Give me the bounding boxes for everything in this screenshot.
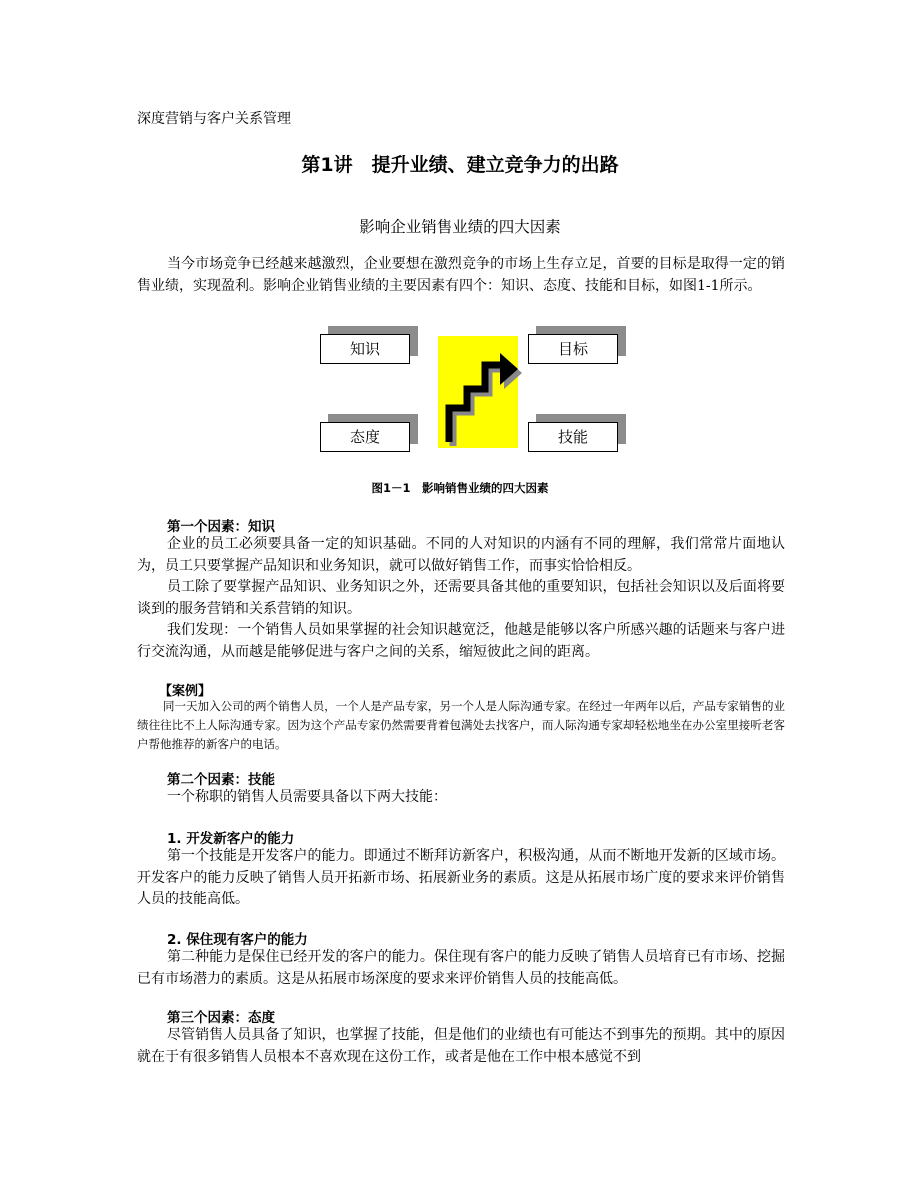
factor3-heading: 第三个因素：态度 — [167, 1010, 275, 1026]
figure-box-knowledge-label: 知识 — [320, 334, 410, 364]
factor1-heading: 第一个因素：知识 — [167, 519, 275, 535]
figure-box-skill-label: 技能 — [528, 422, 618, 452]
case-text: 同一天加入公司的两个销售人员，一个人是产品专家，另一个人是人际沟通专家。在经过一年两年以后，产品专家销售的业绩往往比不上人际沟通专家。因为这个产品专家仍然需要背着包满处去找客户，而人际沟通专家却轻松地坐在办公室里接听老客户帮他推荐的新客户的电话。 — [137, 699, 785, 751]
figure-box-skill — [528, 422, 618, 452]
factor2-heading: 第二个因素：技能 — [167, 772, 275, 788]
factor2-sub1-heading: 1. 开发新客户的能力 — [167, 831, 295, 847]
figure-box-attitude-label: 态度 — [320, 422, 410, 452]
figure-box-goal-label: 目标 — [528, 334, 618, 364]
figure-box-goal — [528, 334, 618, 364]
case-label: 【案例】 — [159, 684, 212, 699]
factor3-text: 尽管销售人员具备了知识，也掌握了技能，但是他们的业绩也有可能达不到事先的预期。其中的原因就在于有很多销售人员根本不喜欢现在这份工作，或者是他在工作中根本感觉不到 — [137, 1027, 785, 1065]
intro-paragraph: 当今市场竞争已经越来越激烈，企业要想在激烈竞争的市场上生存立足，首要的目标是取得一定的销售业绩，实现盈利。影响企业销售业绩的主要因素有四个：知识、态度、技能和目标，如图1-1所示。 — [137, 256, 785, 294]
figure-box-knowledge — [320, 334, 410, 364]
factor1-paragraph-3: 我们发现：一个销售人员如果掌握的社会知识越宽泛，他越是能够以客户所感兴趣的话题来与客户进行交流沟通，从而越是能够促进与客户之间的关系，缩短彼此之间的距离。 — [137, 622, 785, 660]
factor2-intro: 一个称职的销售人员需要具备以下两大技能： — [167, 789, 447, 805]
factor2-sub2-text: 第二种能力是保住已经开发的客户的能力。保住现有客户的能力反映了销售人员培育已有市场、挖掘已有市场潜力的素质。这是从拓展市场深度的要求来评价销售人员的技能高低。 — [137, 949, 785, 987]
lecture-title: 第1讲 提升业绩、建立竞争力的出路 — [301, 154, 619, 176]
running-head: 深度营销与客户关系管理 — [137, 111, 291, 127]
factor2-sub2-heading: 2. 保住现有客户的能力 — [167, 932, 308, 948]
factor1-paragraph-1: 企业的员工必须要具备一定的知识基础。不同的人对知识的内涵有不同的理解，我们常常片面地认为，员工只要掌握产品知识和业务知识，就可以做好销售工作，而事实恰恰相反。 — [137, 536, 785, 574]
figure-caption: 图1－1 影响销售业绩的四大因素 — [371, 481, 549, 495]
section-title: 影响企业销售业绩的四大因素 — [359, 218, 561, 236]
four-factors-figure — [318, 320, 638, 460]
factor1-paragraph-2: 员工除了要掌握产品知识、业务知识之外，还需要具备其他的重要知识，包括社会知识以及后面将要谈到的服务营销和关系营销的知识。 — [137, 579, 785, 617]
factor2-sub1-text: 第一个技能是开发客户的能力。即通过不断拜访新客户，积极沟通，从而不断地开发新的区域市场。开发客户的能力反映了销售人员开拓新市场、拓展新业务的素质。这是从拓展市场广度的要求来评价销售人员的技能高低。 — [137, 848, 785, 907]
staircase-arrow-icon — [438, 336, 522, 450]
figure-box-attitude — [320, 422, 410, 452]
